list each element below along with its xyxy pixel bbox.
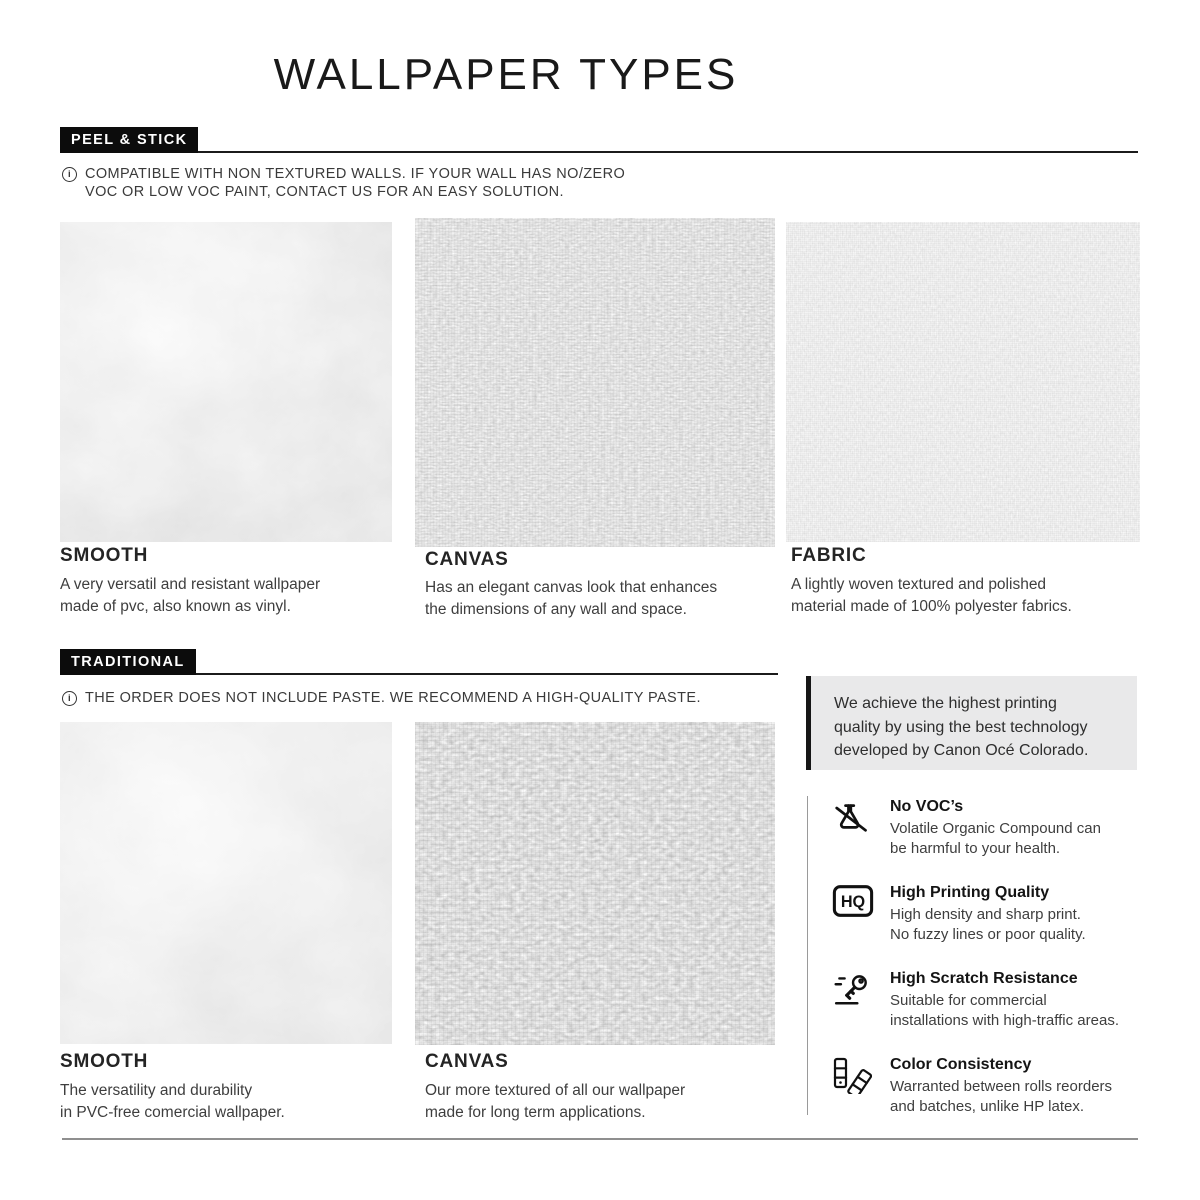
traditional-note-text: THE ORDER DOES NOT INCLUDE PASTE. WE RECOMMEND A HIGH-QUALITY PASTE. — [85, 690, 701, 706]
traditional-smooth-desc: The versatility and durability in PVC-free comercial wallpaper. — [60, 1082, 285, 1121]
peel-smooth-sample-image — [60, 222, 392, 542]
traditional-canvas-desc: Our more textured of all our wallpaper made for long term applications. — [425, 1082, 686, 1121]
page-title: WALLPAPER TYPES — [273, 50, 739, 99]
peel-stick-badge: PEEL & STICK — [60, 127, 198, 153]
peel-stick-note-text: COMPATIBLE WITH NON TEXTURED WALLS. IF YOUR WALL HAS NO/ZERO VOC OR LOW VOC PAINT, CONTACT US FOR AN EASY SOLUTION. — [85, 166, 626, 200]
svg-text:HQ: HQ — [840, 893, 866, 912]
feature-desc: High density and sharp print. No fuzzy lines or poor quality. — [890, 906, 1086, 943]
no-voc-flask-icon — [832, 797, 874, 858]
feature-color-consistency — [832, 1055, 1144, 1116]
info-icon: i — [62, 167, 77, 182]
printing-quality-callout: We achieve the highest printing quality by using the best technology developed by Canon Océ Colorado. — [806, 676, 1137, 770]
feature-desc: Suitable for commercial installations with high-traffic areas. — [890, 992, 1119, 1029]
peel-stick-note — [62, 166, 702, 201]
peel-canvas-desc: Has an elegant canvas look that enhances the dimensions of any wall and space. — [425, 579, 718, 618]
peel-smooth-name: SMOOTH — [60, 545, 149, 566]
feature-high-scratch-resistance — [832, 969, 1144, 1030]
color-swatches-icon — [832, 1055, 874, 1116]
features-left-rule — [807, 796, 808, 1115]
bottom-divider — [62, 1138, 1138, 1140]
traditional-smooth-sample-image — [60, 722, 392, 1044]
feature-title: High Scratch Resistance — [890, 970, 1078, 987]
peel-fabric-desc: A lightly woven textured and polished material made of 100% polyester fabrics. — [791, 576, 1072, 615]
hq-badge-icon — [832, 883, 874, 944]
traditional-smooth-name: SMOOTH — [60, 1051, 149, 1072]
feature-high-printing-quality — [832, 883, 1144, 944]
peel-smooth-desc: A very versatil and resistant wallpaper made of pvc, also known as vinyl. — [60, 576, 321, 615]
peel-stick-divider — [62, 151, 1138, 153]
scratch-resistance-key-icon — [832, 969, 874, 1030]
peel-canvas-name: CANVAS — [425, 549, 509, 570]
feature-title: No VOC’s — [890, 798, 964, 815]
traditional-badge: TRADITIONAL — [60, 649, 196, 675]
traditional-canvas-sample-image — [415, 722, 775, 1045]
traditional-canvas-name: CANVAS — [425, 1051, 509, 1072]
peel-fabric-sample-image — [786, 222, 1140, 542]
traditional-note — [62, 690, 762, 708]
peel-fabric-name: FABRIC — [791, 545, 867, 566]
feature-desc: Volatile Organic Compound can be harmful to your health. — [890, 820, 1101, 857]
feature-desc: Warranted between rolls reorders and batches, unlike HP latex. — [890, 1078, 1113, 1115]
feature-no-voc — [832, 797, 1144, 858]
peel-canvas-sample-image — [415, 218, 775, 547]
feature-title: High Printing Quality — [890, 884, 1050, 901]
info-icon: i — [62, 691, 77, 706]
feature-title: Color Consistency — [890, 1056, 1032, 1073]
